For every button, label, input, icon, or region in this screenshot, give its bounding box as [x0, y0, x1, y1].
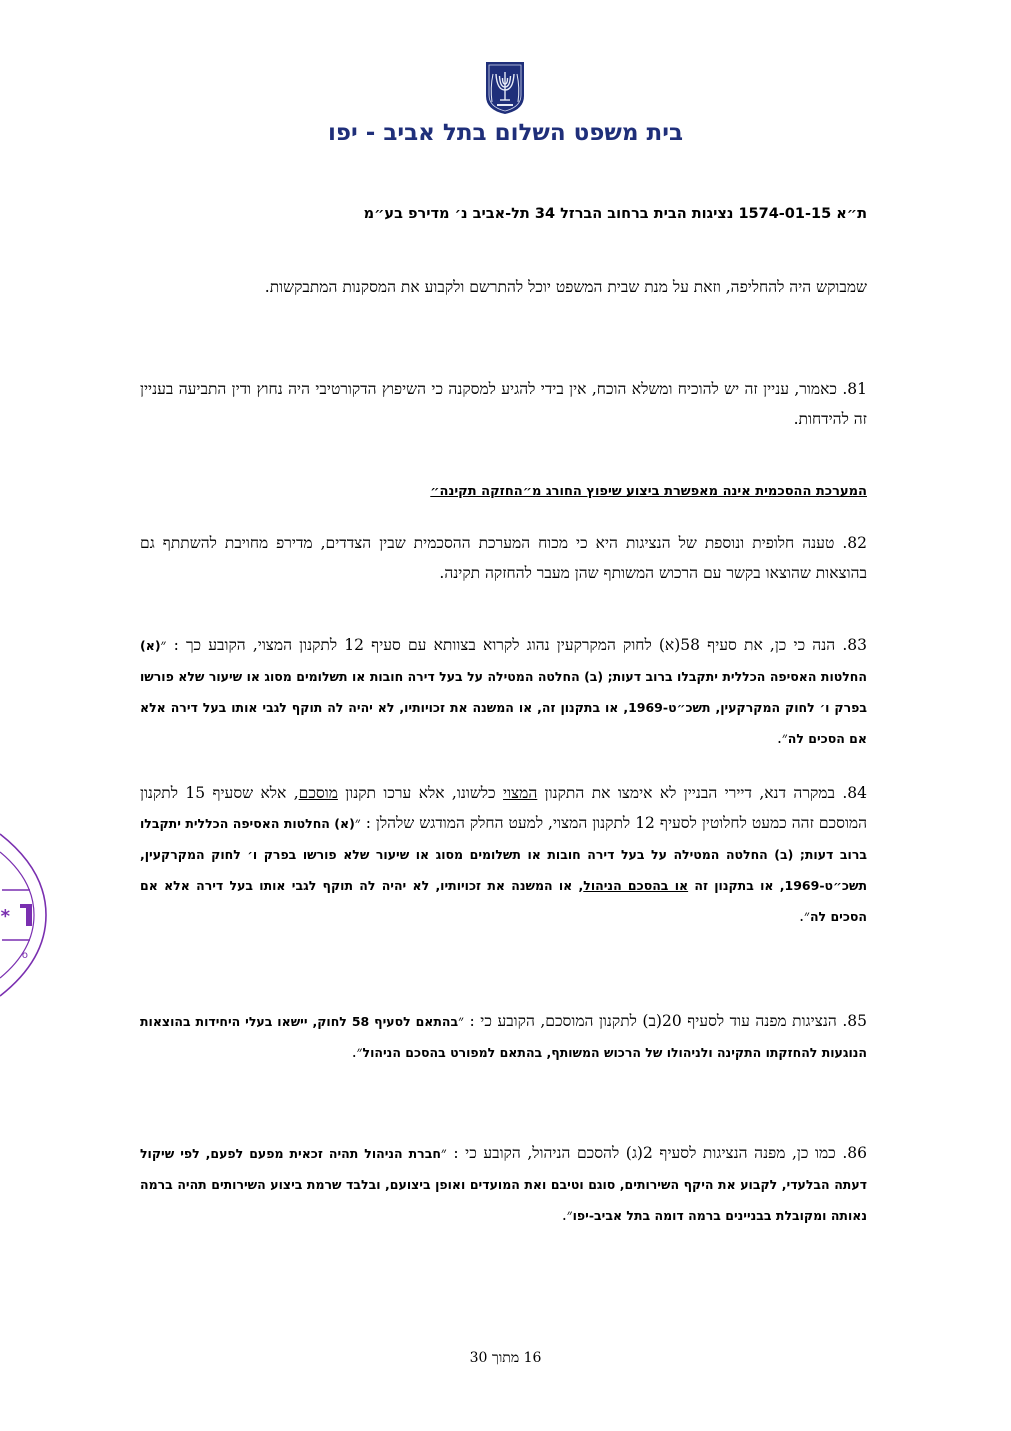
quote-close: ״. — [561, 1206, 573, 1224]
paragraph-81 — [140, 374, 867, 434]
paragraph-number: 81. — [842, 380, 867, 398]
case-number-line: ת״א 1574-01-15 נציגות הבית ברחוב הברזל 34 תל-אביב נ׳ מדירפ בע״מ — [363, 206, 867, 222]
svg-text:o: o — [21, 950, 28, 961]
paragraph-number: 83. — [842, 636, 867, 654]
paragraph-84 — [140, 778, 867, 932]
quoted-bold-underlined-text: או בהסכם הניהול — [583, 878, 689, 893]
paragraph-number: 82. — [842, 534, 867, 552]
quote-close: ״. — [776, 729, 788, 747]
paragraph-continuation: שמבוקש היה להחליפה, וזאת על מנת שבית המשפט יוכל להתרשם ולקבוע את המסקנות המתבקשות. — [264, 278, 867, 296]
section-heading: המערכת ההסכמית אינה מאפשרת ביצוע שיפוץ החורג מ״החזקה תקינה״ — [430, 484, 867, 499]
paragraph-number: 85. — [842, 1012, 867, 1030]
paragraph-text: הנציגות מפנה עוד לסעיף 20(ב) לתקנון המוסכם, הקובע כי : ״ — [458, 1012, 837, 1030]
paragraph-text: כמו כן, מפנה הנציגות לסעיף 2(ג) להסכם הניהול, הקובע כי : ״ — [440, 1144, 836, 1162]
paragraph-text: כאמור, עניין זה יש להוכיח ומשלא הוכח, אין בידי להגיע למסקנה כי השיפוץ הדקורטיבי היה נחוץ ודין התביעה בעניין זה להידחות. — [140, 380, 867, 428]
quoted-bold-text: בהתאם לסעיף 58 לחוק, יישאו בעלי היחידות בהוצאות הנוגעות להחזקתו התקינה ולניהולו של הרכוש המשותף, בהתאם למפורט בהסכם הניהול — [140, 1014, 867, 1060]
paragraph-86 — [140, 1138, 867, 1231]
paragraph-82 — [140, 528, 867, 588]
quoted-bold-text: (א) החלטות האסיפה הכללית יתקבלו ברוב דעות; (ב) החלטה המטילה על בעל דירה חובות או תשלומים מסוג או שיעור שלא פורשו בפרק ו׳ לחוק המקרקעין, תשכ״ט-1969, או בתקנון זה, או המשנה את זכויותיו, לא יהיה לה תוקף לגבי אותו בעל דירה אלא אם הסכים לה — [140, 638, 867, 746]
paragraph-text: כלשונו, אלא ערכו תקנון — [337, 784, 504, 802]
paragraph-text: במקרה דנא, דיירי הבניין לא אימצו את התקנון — [537, 784, 835, 802]
quoted-bold-text: חברת הניהול תהיה זכאית מפעם לפעם, לפי שיקול דעתה הבלעדי, לקבוע את היקף השירותים, סוגם וטיבם ואת המועדים ואופן ביצועם, ובלבד שרמת ביצוע השירותים תהיה ברמה נאותה ומקובלת בבניינים ברמה דומה בתל אביב-יפו — [140, 1146, 867, 1223]
court-stamp-icon — [0, 830, 48, 1000]
underlined-term-standard: המצוי — [503, 784, 538, 802]
paragraph-85 — [140, 1006, 867, 1068]
page-number: 16 מתוך 30 — [469, 1350, 542, 1366]
quote-close: ״. — [351, 1043, 363, 1061]
underlined-term-agreed: מוסכם — [298, 784, 338, 802]
paragraph-83 — [140, 630, 867, 754]
state-emblem-icon — [484, 60, 526, 116]
paragraph-number: 86. — [842, 1144, 867, 1162]
court-title: בית משפט השלום בתל אביב - יפו — [327, 120, 684, 146]
paragraph-text: , אלא שסעיף 15 לתקנון המוסכם זהה כמעט לחלוטין לסעיף 12 לתקנון המצוי, למעט החלק המודגש שלהלן : ״ — [140, 784, 868, 832]
paragraph-text: טענה חלופית ונוספת של הנציגות היא כי מכוח המערכת ההסכמית שבין הצדדים, מדירפ מחויבת להשתתף גם בהוצאות שהוצאו בקשר עם הרכוש המשותף שהן מעבר להחזקה תקינה. — [140, 534, 867, 582]
paragraph-text: הנה כי כן, את סעיף 58(א) לחוק המקרקעין נהוג לקרוא בצוותא עם סעיף 12 לתקנון המצוי, הקובע כך : ״ — [160, 636, 836, 654]
paragraph-number: 84. — [842, 784, 867, 802]
quoted-bold-text: (א) החלטות האסיפה הכללית יתקבלו ברוב דעות; (ב) החלטה המטילה על בעל דירה חובות או תשלומים מסוג או שיעור שלא פורשו בפרק ו׳ לחוק המקרקעין, תשכ״ט-1969, או בתקנון זה — [140, 816, 867, 893]
quoted-bold-text: , או המשנה את זכויותיו, לא יהיה לה תוקף לגבי אותו בעל דירה אלא אם הסכים לה — [140, 878, 867, 924]
svg-text:*: * — [0, 906, 10, 927]
quote-close: ״. — [799, 907, 810, 925]
